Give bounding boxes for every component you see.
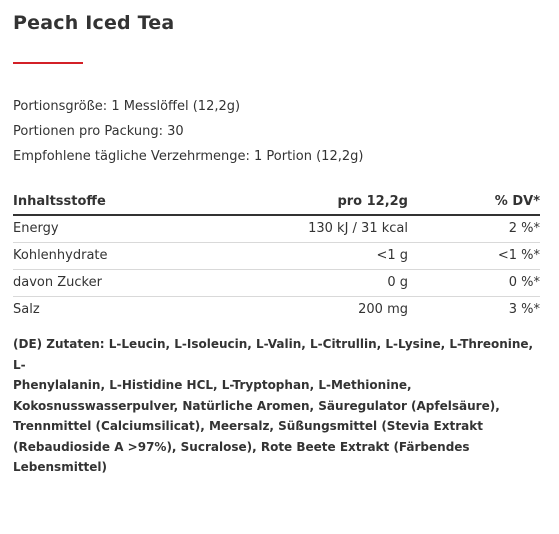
row-amount: 130 kJ / 31 kcal <box>308 221 408 236</box>
row-amount: 200 mg <box>358 302 408 317</box>
row-dv: 0 %* <box>508 275 540 290</box>
recommended-intake-text: Empfohlene tägliche Verzehrmenge: 1 Portion (12,2g) <box>13 149 364 164</box>
ingredients-line: Kokosnusswasserpulver, Natürliche Aromen, Säuregulator (Apfelsäure), <box>13 398 500 413</box>
portion-size-text: Portionsgröße: 1 Messlöffel (12,2g) <box>13 99 241 114</box>
nutrition-table-header <box>13 191 540 216</box>
row-name: Energy <box>13 221 59 236</box>
row-amount: 0 g <box>387 275 408 290</box>
row-dv: <1 %* <box>497 248 540 263</box>
row-name: Kohlenhydrate <box>13 248 108 263</box>
row-name: davon Zucker <box>13 275 102 290</box>
header-daily-value: % DV* <box>494 194 540 209</box>
table-row-energy <box>13 216 540 243</box>
ingredients-line: (DE) Zutaten: L-Leucin, L-Isoleucin, L-Valin, L-Citrullin, L-Lysine, L-Threonine, L- <box>13 337 534 372</box>
row-dv: 2 %* <box>508 221 540 236</box>
product-title: Peach Iced Tea <box>13 12 175 34</box>
ingredients-line: Phenylalanin, L-Histidine HCL, L-Tryptophan, L-Methionine, <box>13 378 412 392</box>
header-ingredients: Inhaltsstoffe <box>13 194 106 209</box>
servings-per-pack-text: Portionen pro Packung: 30 <box>13 124 184 139</box>
ingredients-line: Trennmittel (Calciumsilicat), Meersalz, Süßungsmittel (Stevia Extrakt <box>13 419 483 433</box>
row-dv: 3 %* <box>508 302 540 317</box>
ingredients-text <box>13 334 543 478</box>
title-accent-divider <box>13 62 83 64</box>
row-name: Salz <box>13 302 40 317</box>
ingredients-line: Lebensmittel) <box>13 460 108 474</box>
ingredients-line: (Rebaudioside A >97%), Sucralose), Rote Beete Extrakt (Färbendes <box>13 439 470 454</box>
header-per-serving: pro 12,2g <box>337 194 408 209</box>
table-row-carbohydrates <box>13 243 540 270</box>
nutrition-table <box>13 191 540 323</box>
table-row-sugar <box>13 270 540 297</box>
row-amount: <1 g <box>376 248 408 263</box>
table-row-salt <box>13 297 540 323</box>
